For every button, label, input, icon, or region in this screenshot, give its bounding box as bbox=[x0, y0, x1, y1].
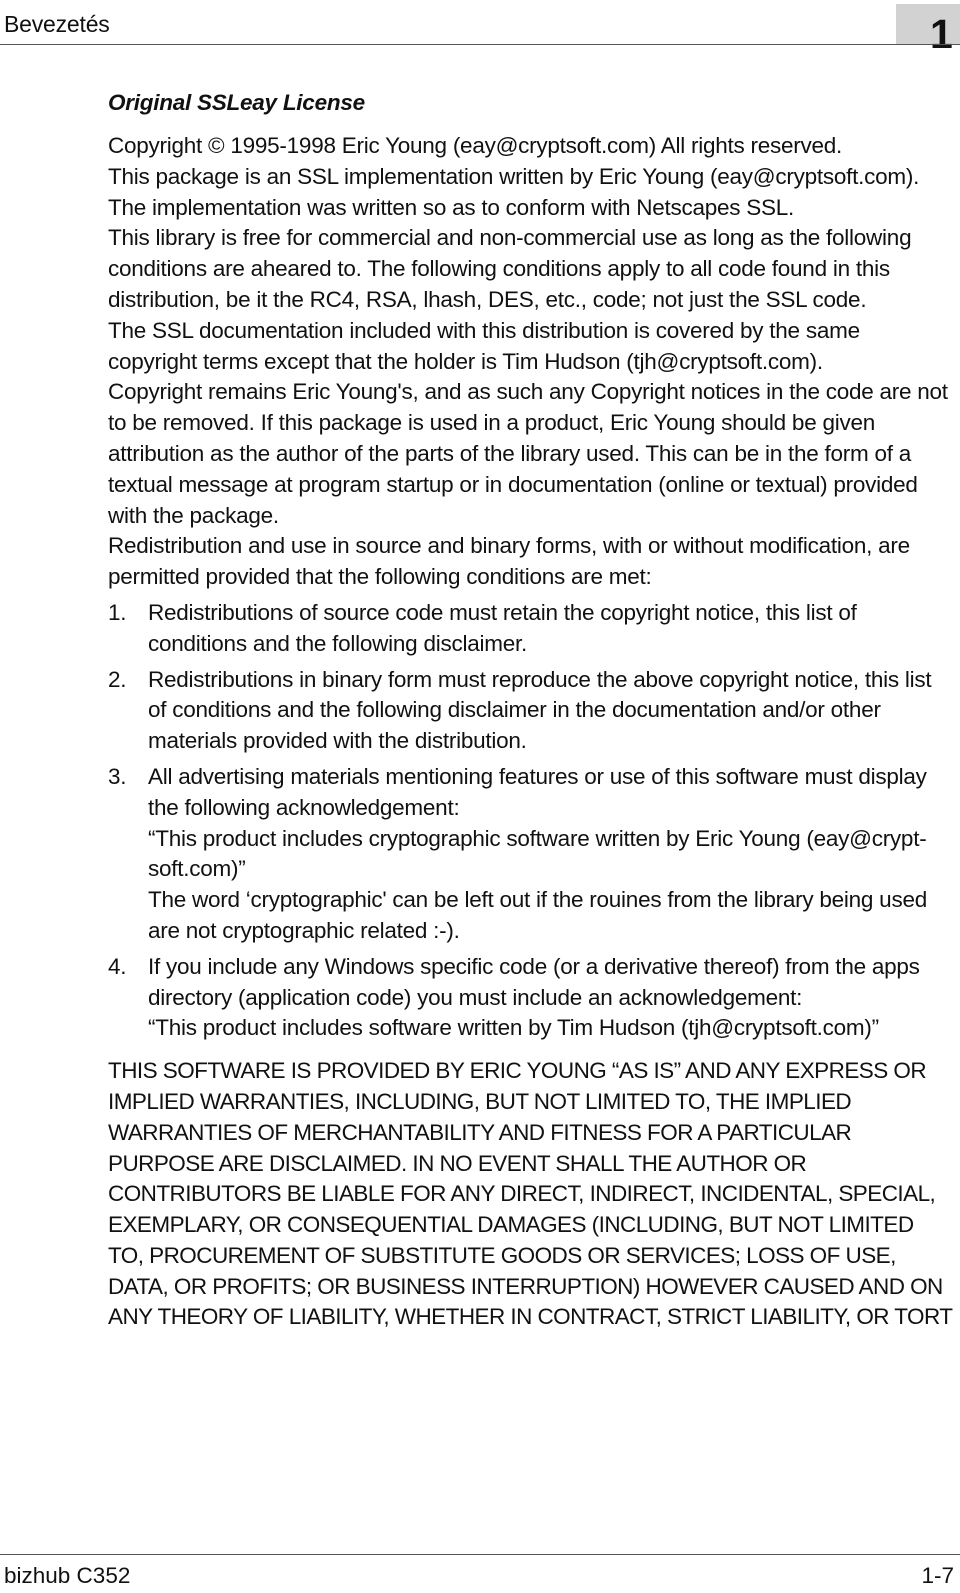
redistribution-paragraph: Redistribution and use in source and binary forms, with or without modification, are permitted provided that the following conditions are met: bbox=[108, 533, 910, 590]
condition-item bbox=[108, 598, 954, 660]
chapter-number: 1 bbox=[930, 11, 953, 57]
condition-acknowledgement: “This product includes software written by Tim Hudson (tjh@cryptsoft.com)” bbox=[148, 1015, 879, 1041]
condition-text: Redistributions in binary form must reproduce the above copyright notice, this list of conditions and the following disclaimer in the documentation and/or other materials provided with the distribution. bbox=[148, 666, 932, 754]
license-content bbox=[108, 88, 954, 1333]
header-rule bbox=[0, 44, 960, 45]
section-title: Original SSLeay License bbox=[108, 90, 365, 115]
footer-page-number: 1-7 bbox=[921, 1563, 954, 1588]
copyright-paragraph: Copyright © 1995-1998 Eric Young (eay@cryptsoft.com) All rights reserved. bbox=[108, 133, 843, 158]
implementation-paragraph: This package is an SSL implementation written by Eric Young (eay@cryptsoft.com). bbox=[108, 163, 920, 189]
usage-paragraph: This library is free for commercial and non-commercial use as long as the following conditions are aheared to. The following conditions apply to all code found in this distribution, be it the RC4, RSA, lhash, DES, etc., code; not just the SSL code. bbox=[108, 225, 912, 312]
condition-number: 1. bbox=[108, 599, 127, 625]
attribution-paragraph: Copyright remains Eric Young's, and as such any Copyright notices in the code are not to be removed. If this package is used in a product, Eric Young should be given attribution as the author of the parts of the library used. This can be in the form of a textual message at program startup or in documentation (online or textual) provided with the package. bbox=[108, 379, 948, 528]
condition-acknowledgement: “This product includes cryptographic software written by Eric Young (eay@crypt-soft.com)” bbox=[148, 825, 927, 882]
condition-number: 2. bbox=[108, 666, 127, 692]
condition-note: The word ‘cryptographic' can be left out if the rouines from the library being used are not cryptographic related :-). bbox=[148, 887, 927, 943]
condition-number: 3. bbox=[108, 763, 127, 789]
footer-rule bbox=[0, 1554, 960, 1555]
footer-product: bizhub C352 bbox=[4, 1563, 131, 1588]
condition-item bbox=[108, 762, 954, 947]
conditions-list bbox=[108, 598, 954, 1044]
condition-text: Redistributions of source code must retain the copyright notice, this list of conditions and the following disclaimer. bbox=[148, 599, 857, 656]
header-title: Bevezetés bbox=[4, 11, 110, 37]
condition-item bbox=[108, 665, 954, 757]
condition-text: All advertising materials mentioning features or use of this software must display the following acknowledgement: bbox=[148, 763, 927, 820]
condition-number: 4. bbox=[108, 953, 127, 979]
conformance-paragraph: The implementation was written so as to conform with Netscapes SSL. bbox=[108, 194, 795, 220]
condition-item bbox=[108, 952, 954, 1044]
warranty-disclaimer: THIS SOFTWARE IS PROVIDED BY ERIC YOUNG “AS IS” AND ANY EXPRESS OR IMPLIED WARRANTIES, INCLUDING, BUT NOT LIMITED TO, THE IMPLIED WARRANTIES OF MERCHANTABILITY AND FITNESS FOR A PARTICULAR PURPOSE ARE DISCLAIMED. IN NO EVENT SHALL THE AUTHOR OR CONTRIBUTORS BE LIABLE FOR ANY DIRECT, INDIRECT, INCIDENTAL, SPECIAL, EXEMPLARY, OR CONSEQUENTIAL DAMAGES (INCLUDING, BUT NOT LIMITED TO, PROCUREMENT OF SUBSTITUTE GOODS OR SERVICES; LOSS OF USE, DATA, OR PROFITS; OR BUSINESS INTERRUPTION) HOWEVER CAUSED AND ON ANY THEORY OF LIABILITY, WHETHER IN CONTRACT, STRICT LIABILITY, OR TORT bbox=[108, 1058, 953, 1330]
documentation-paragraph: The SSL documentation included with this distribution is covered by the same copyright terms except that the holder is Tim Hudson (tjh@cryptsoft.com). bbox=[108, 317, 860, 374]
condition-text: If you include any Windows specific code (or a derivative thereof) from the apps directory (application code) you must include an acknowledgement: bbox=[148, 953, 920, 1010]
